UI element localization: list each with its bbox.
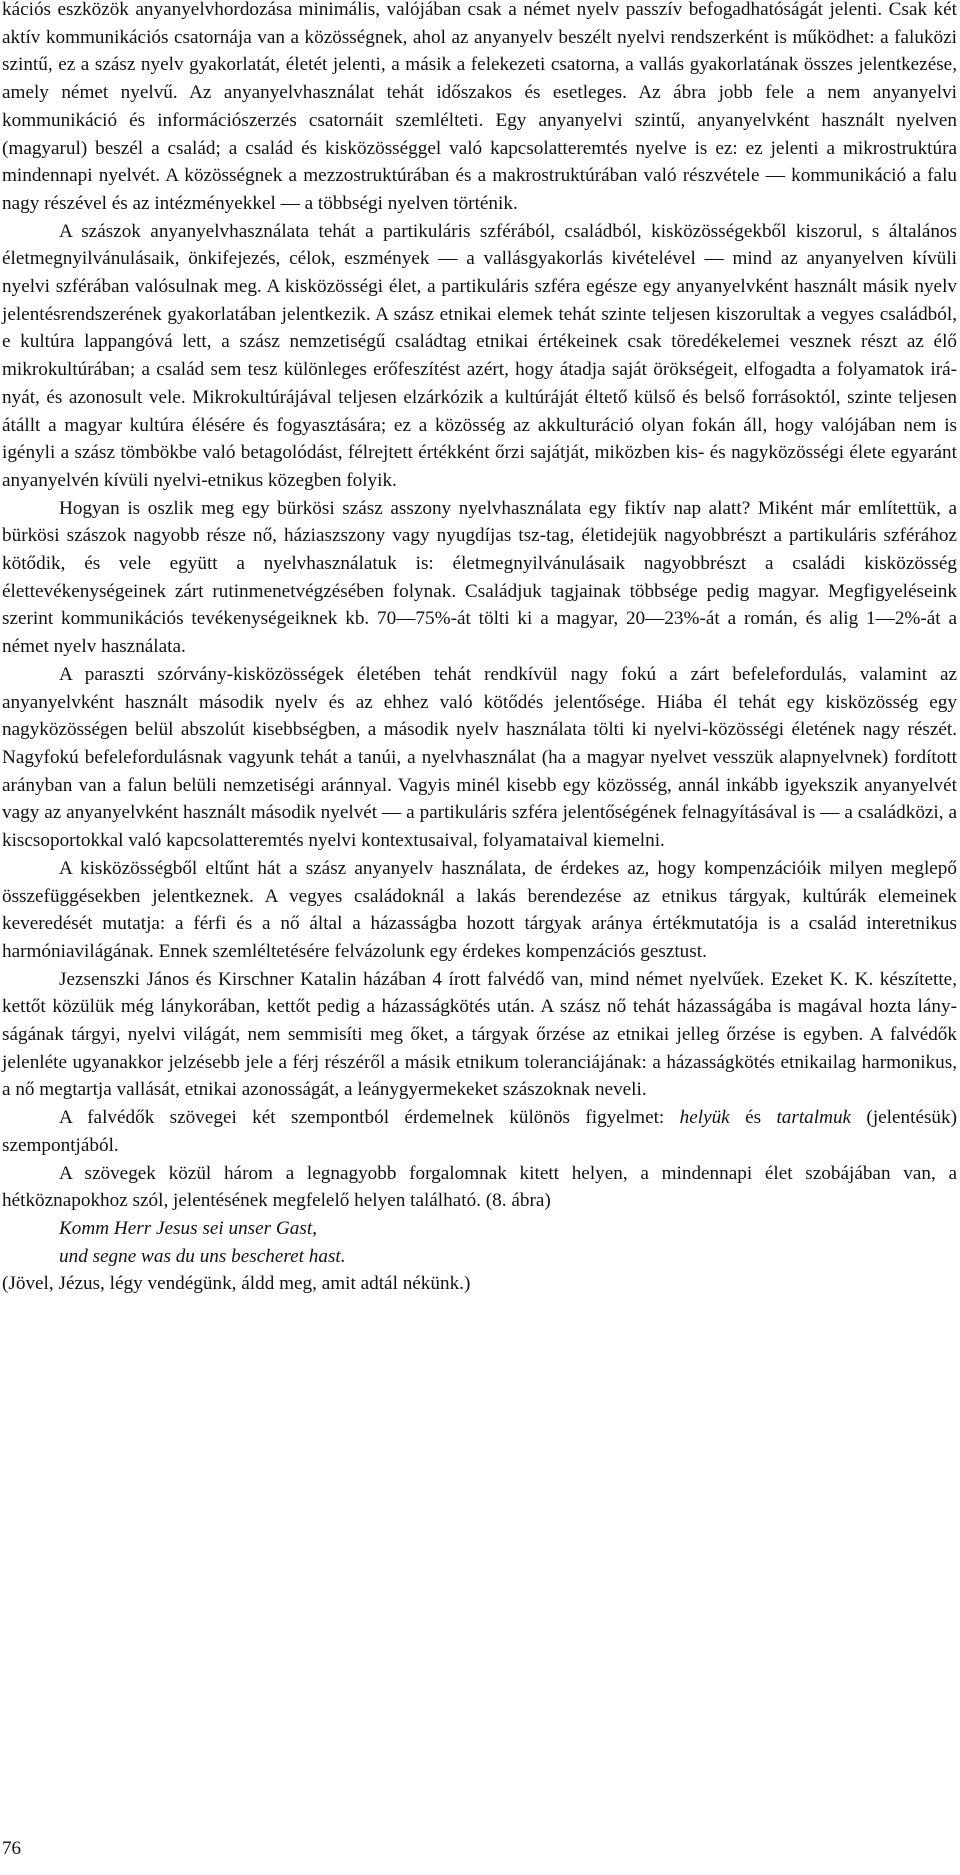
text-run: A falvédők szövegei két szempontból érdemelnek különös figyelmet: (59, 1107, 680, 1129)
text-run: Hogyan is oszlik meg egy bürkösi szász asszony nyelvhasználata egy fiktív nap alatt? Miként már említettük, a bürkösi szászok nagyobb része nő, háziaszszony vagy nyugdíjas tsz-tag, életidejük nagyobbrészt a partikuláris szférához kötődik, és vele együtt a nyelvhasználatuk is: életmegnyilvánulásaik nagyobbrészt a családi kisközösség élettevékenységeinek zárt rutinmenetvégzésében folynak. Családjuk tagjainak többsége pedig magyar. Megfigyeléseink szerint kommunikációs tevékenységeiknek kb. 70—75%-át tölti ki a magyar, 20—23%-át a román, és alig 1—2%-át a német nyelv használata. (2, 497, 957, 658)
text-run: A szászok anyanyelvhasználata tehát a partikuláris szférából, családból, kisközösségekből kiszorul, s általános életmegnyilvánulásaik, önkifejezés, célok, eszmények — a vallásgyakorlás kivételével — mind az anyanyelven kívüli nyelvi szférában valósulnak meg. A kisközösségi élet, a partikuláris szféra egésze egy anyanyelvként használt másik nyelv jelentésrendszerének gyakorlatában jelentkezik. A szász etnikai elemek tehát szinte teljesen kiszorultak a vegyes családból, e kultúra lappangóvá lett, a szász nemzetiségű családtag etnikai értékeinek csak töredékelemei vesznek részt az élő mikrokultúrában; a család sem tesz különleges erőfeszítést azért, hogy átadja saját örökségeit, elfogadta a folyamatok irányát, és azonosult vele. Mikrokultúrájával teljesen elzárkózik a kultúráját éltető külső és belső forrásoktól, szinte teljesen átállt a magyar kultúra élésére és fogyasztására; ez a közösség az akkulturáció olyan fokán áll, hogy valójában nem is igényli a szász tömbökbe való betagolódást, félrejtett értékként őrzi sajátját, miközben kis- és nagyközösségi élete egyaránt anyanyelvén kívüli nyelvi-etnikus közegben folyik. (2, 220, 957, 491)
paragraph (2, 218, 957, 495)
paragraph (2, 1160, 957, 1215)
paragraph (2, 661, 957, 855)
verse-translation: (Jövel, Jézus, légy vendégünk, áldd meg, amit adtál nékünk.) (2, 1273, 471, 1295)
text-run: kációs eszközök anyanyelvhordozása minimális, valójában csak a német nyelv passzív befogadhatóságát jelenti. Csak két aktív kommunikációs csatornája van a közösségnek, ahol az anyanyelv beszélt nyelvi rendszerként is működhet: a faluközi szintű, ez a szász nyelv gyakorlatát, életét jelenti, a másik a felekezeti csatorna, a vallás gyakorlatának összes jelentkezése, amely német nyelvű. Az anyanyelvhasználat tehát időszakos és esetleges. Az ábra jobb fele a nem anyanyelvi kommunikáció és információszerzés csatornáit szemlélteti. Egy anyanyelvi szintű, anyanyelvként használt nyelven (magyarul) beszél a család; a család és kisközösséggel való kapcsolatteremtés nyelve is ez: ez jelenti a mikrostruktúra mindennapi nyelvét. A közösségnek a mezzostruktúrában és a makrostruktúrában való részvétele — kommunikáció a falu nagy részével és az intézményekkel — a többségi nyelven történik. (2, 0, 957, 214)
body-text (2, 0, 957, 1298)
paragraph (2, 855, 957, 966)
paragraph (2, 966, 957, 1105)
emphasized-text: tartalmuk (776, 1107, 852, 1129)
text-run: A kisközösségből eltűnt hát a szász anyanyelv használata, de érdekes az, hogy kompenzációik milyen meglepő összefüggésekben jelentkeznek. A vegyes családoknál a lakás berendezése az etnikus tárgyak, kultúrák elemeinek keveredését mutatja: a férfi és a nő által a házasságba hozott tárgyak aránya értékmutatója is a család interetnikus harmóniavilágának. Ennek szemléltetésére felvázolunk egy érdekes kompenzációs gesztust. (2, 857, 957, 962)
text-run: és (729, 1107, 777, 1129)
emphasized-text: helyük (679, 1107, 730, 1129)
paragraph (2, 0, 957, 218)
text-run: Jezsenszki János és Kirschner Katalin házában 4 írott falvédő van, mind német nyelvűek. Ezeket K. K. készítette, kettőt közülük még lánykorában, kettőt pedig a házasságkötés után. A szász nő tehát házasságába is magával hozta lányságának tárgyi, nyelvi világát, nem semmisíti meg őket, a tárgyak őrzése az etnikai jelleg őrzése is egyben. A falvédők jelenléte ugyanakkor jelzésebb jele a férj részéről a másik etnikum toleranciájának: a házasságkötés etnikailag harmonikus, a nő megtartja vallását, etnikai azonosságát, a leánygyermekeket szászoknak neveli. (2, 968, 957, 1101)
verse-line: Komm Herr Jesus sei unser Gast, (59, 1217, 317, 1239)
text-run: (jelentésük) szempontjából. (2, 1107, 958, 1156)
verse-line: und segne was du uns bescheret hast. (59, 1245, 346, 1267)
paragraph (2, 495, 957, 661)
paragraph (2, 1104, 957, 1159)
text-run: A szövegek közül három a legnagyobb forgalomnak kitett helyen, a mindennapi élet szobájában van, a hétköznapokhoz szól, jelentésének megfelelő helyen található. (8. ábra) (2, 1162, 957, 1212)
page-number: 76 (2, 1838, 21, 1859)
text-run: A paraszti szórvány-kisközösségek életében tehát rendkívül nagy fokú a zárt befelefordulás, valamint az anyanyelvként használt második nyelv és az ehhez való kötődés jelentősége. Hiába él tehát egy kisközösség egy nagyközösségen belül abszolút kisebbségben, a második nyelv használata tölti ki nyelvi-közösségi életének nagy részét. Nagyfokú befelefordulásnak vagyunk tehát a tanúi, a nyelvhasználat (ha a magyar nyelvet vesszük alapnyelvnek) fordított arányban van a falun belüli nemzetiségi aránnyal. Vagyis minél kisebb egy közösség, annál inkább igyekszik anyanyelvét vagy az anyanyelvként használt második nyelvét — a partikuláris szféra jelentőségének felnagyításával is — a családközi, a kiscsoportokkal való kapcsolatteremtés nyelvi kontextusaival, folyamataival kiemelni. (2, 663, 957, 852)
